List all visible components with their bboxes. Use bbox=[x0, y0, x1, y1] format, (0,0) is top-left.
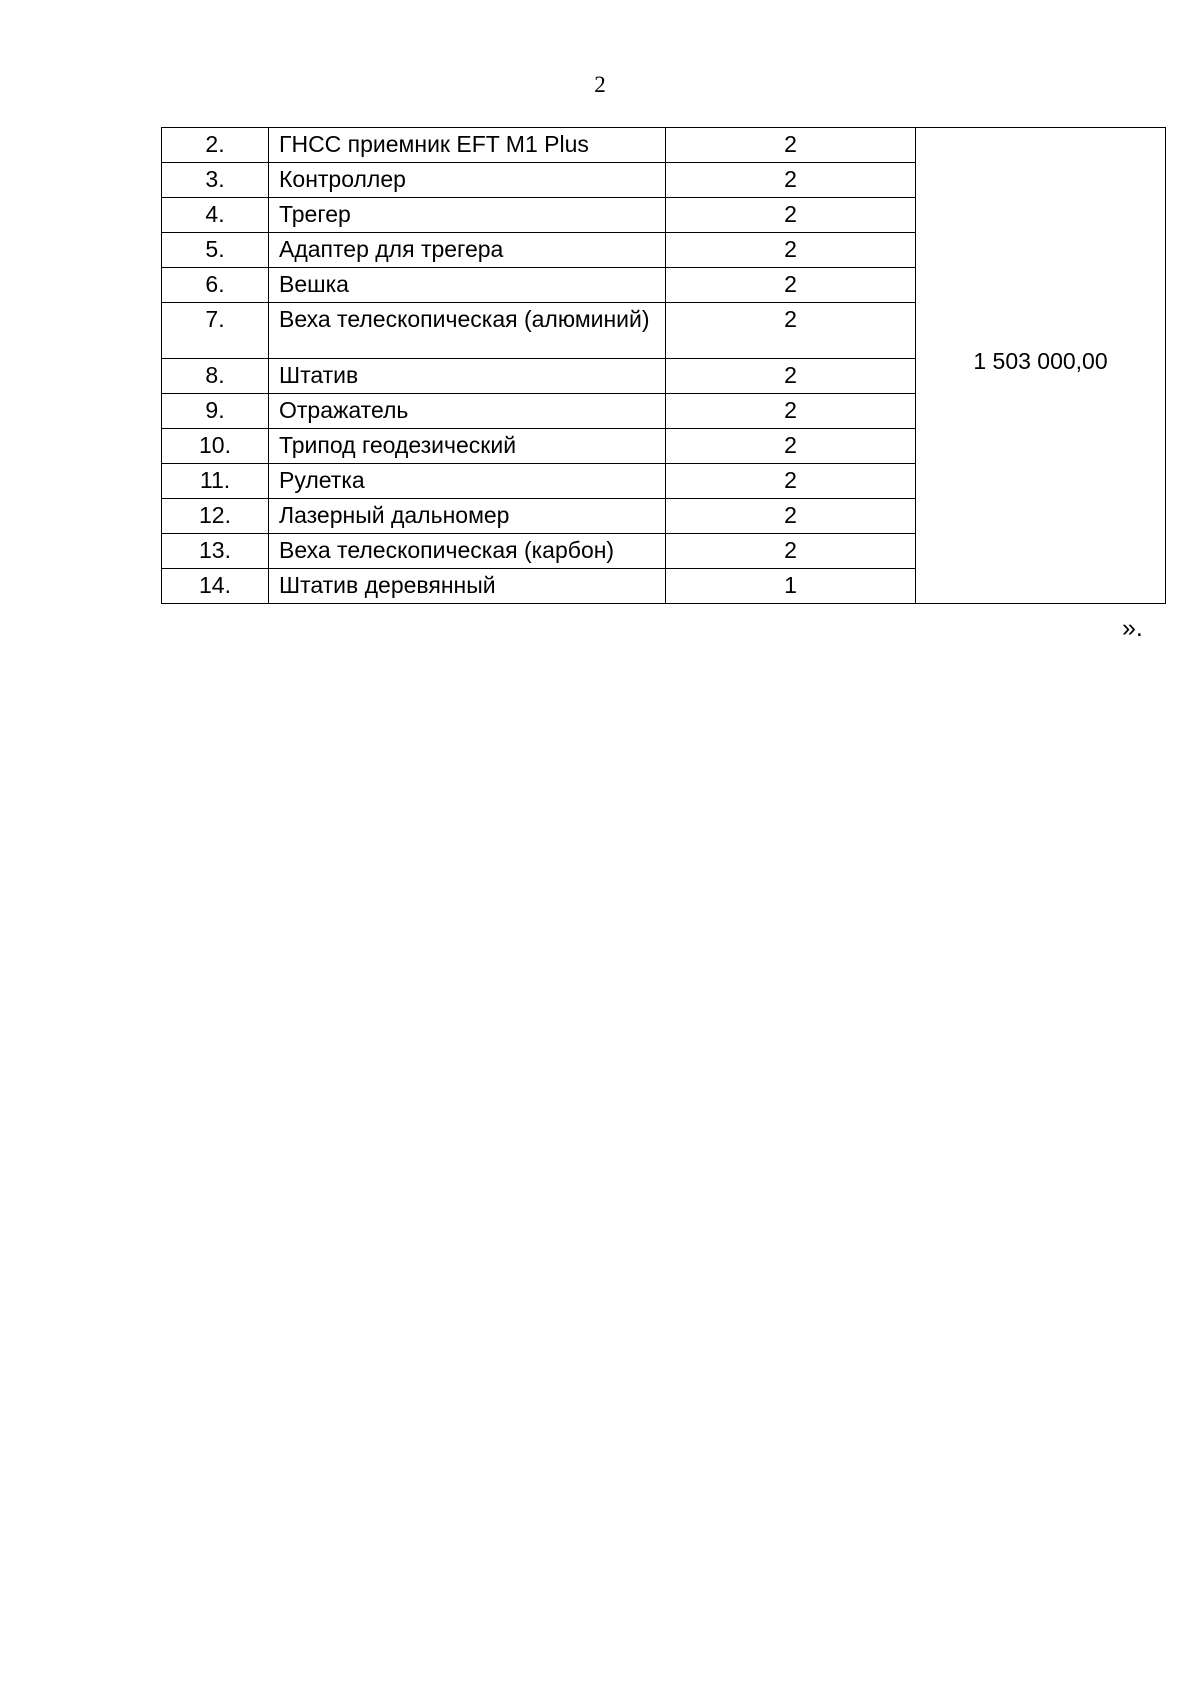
item-name: Веха телескопическая (карбон) bbox=[269, 534, 666, 569]
page-number: 2 bbox=[594, 72, 606, 97]
item-name: ГНСС приемник EFT M1 Plus bbox=[269, 128, 666, 163]
item-quantity: 2 bbox=[666, 429, 916, 464]
item-name: Трипод геодезический bbox=[269, 429, 666, 464]
item-name: Контроллер bbox=[269, 163, 666, 198]
item-name: Отражатель bbox=[269, 394, 666, 429]
item-quantity: 2 bbox=[666, 359, 916, 394]
item-quantity: 2 bbox=[666, 303, 916, 359]
item-name: Адаптер для трегера bbox=[269, 233, 666, 268]
row-number: 9. bbox=[162, 394, 269, 429]
row-number: 10. bbox=[162, 429, 269, 464]
item-quantity: 2 bbox=[666, 198, 916, 233]
item-quantity: 2 bbox=[666, 163, 916, 198]
item-quantity: 2 bbox=[666, 534, 916, 569]
item-quantity: 1 bbox=[666, 569, 916, 604]
item-name: Рулетка bbox=[269, 464, 666, 499]
item-name: Веха телескопическая (алюминий) bbox=[269, 303, 666, 359]
item-quantity: 2 bbox=[666, 394, 916, 429]
item-name: Вешка bbox=[269, 268, 666, 303]
row-number: 13. bbox=[162, 534, 269, 569]
closing-quote-mark: ». bbox=[1122, 614, 1143, 642]
row-number: 6. bbox=[162, 268, 269, 303]
row-number: 4. bbox=[162, 198, 269, 233]
item-name: Трегер bbox=[269, 198, 666, 233]
row-number: 5. bbox=[162, 233, 269, 268]
equipment-table bbox=[161, 127, 1166, 604]
row-number: 8. bbox=[162, 359, 269, 394]
item-name: Лазерный дальномер bbox=[269, 499, 666, 534]
item-quantity: 2 bbox=[666, 233, 916, 268]
row-number: 7. bbox=[162, 303, 269, 359]
row-number: 3. bbox=[162, 163, 269, 198]
item-quantity: 2 bbox=[666, 128, 916, 163]
table-row bbox=[162, 128, 1166, 163]
item-name: Штатив bbox=[269, 359, 666, 394]
total-amount: 1 503 000,00 bbox=[916, 128, 1166, 604]
row-number: 2. bbox=[162, 128, 269, 163]
row-number: 14. bbox=[162, 569, 269, 604]
item-quantity: 2 bbox=[666, 268, 916, 303]
item-quantity: 2 bbox=[666, 464, 916, 499]
item-quantity: 2 bbox=[666, 499, 916, 534]
item-name: Штатив деревянный bbox=[269, 569, 666, 604]
row-number: 11. bbox=[162, 464, 269, 499]
row-number: 12. bbox=[162, 499, 269, 534]
